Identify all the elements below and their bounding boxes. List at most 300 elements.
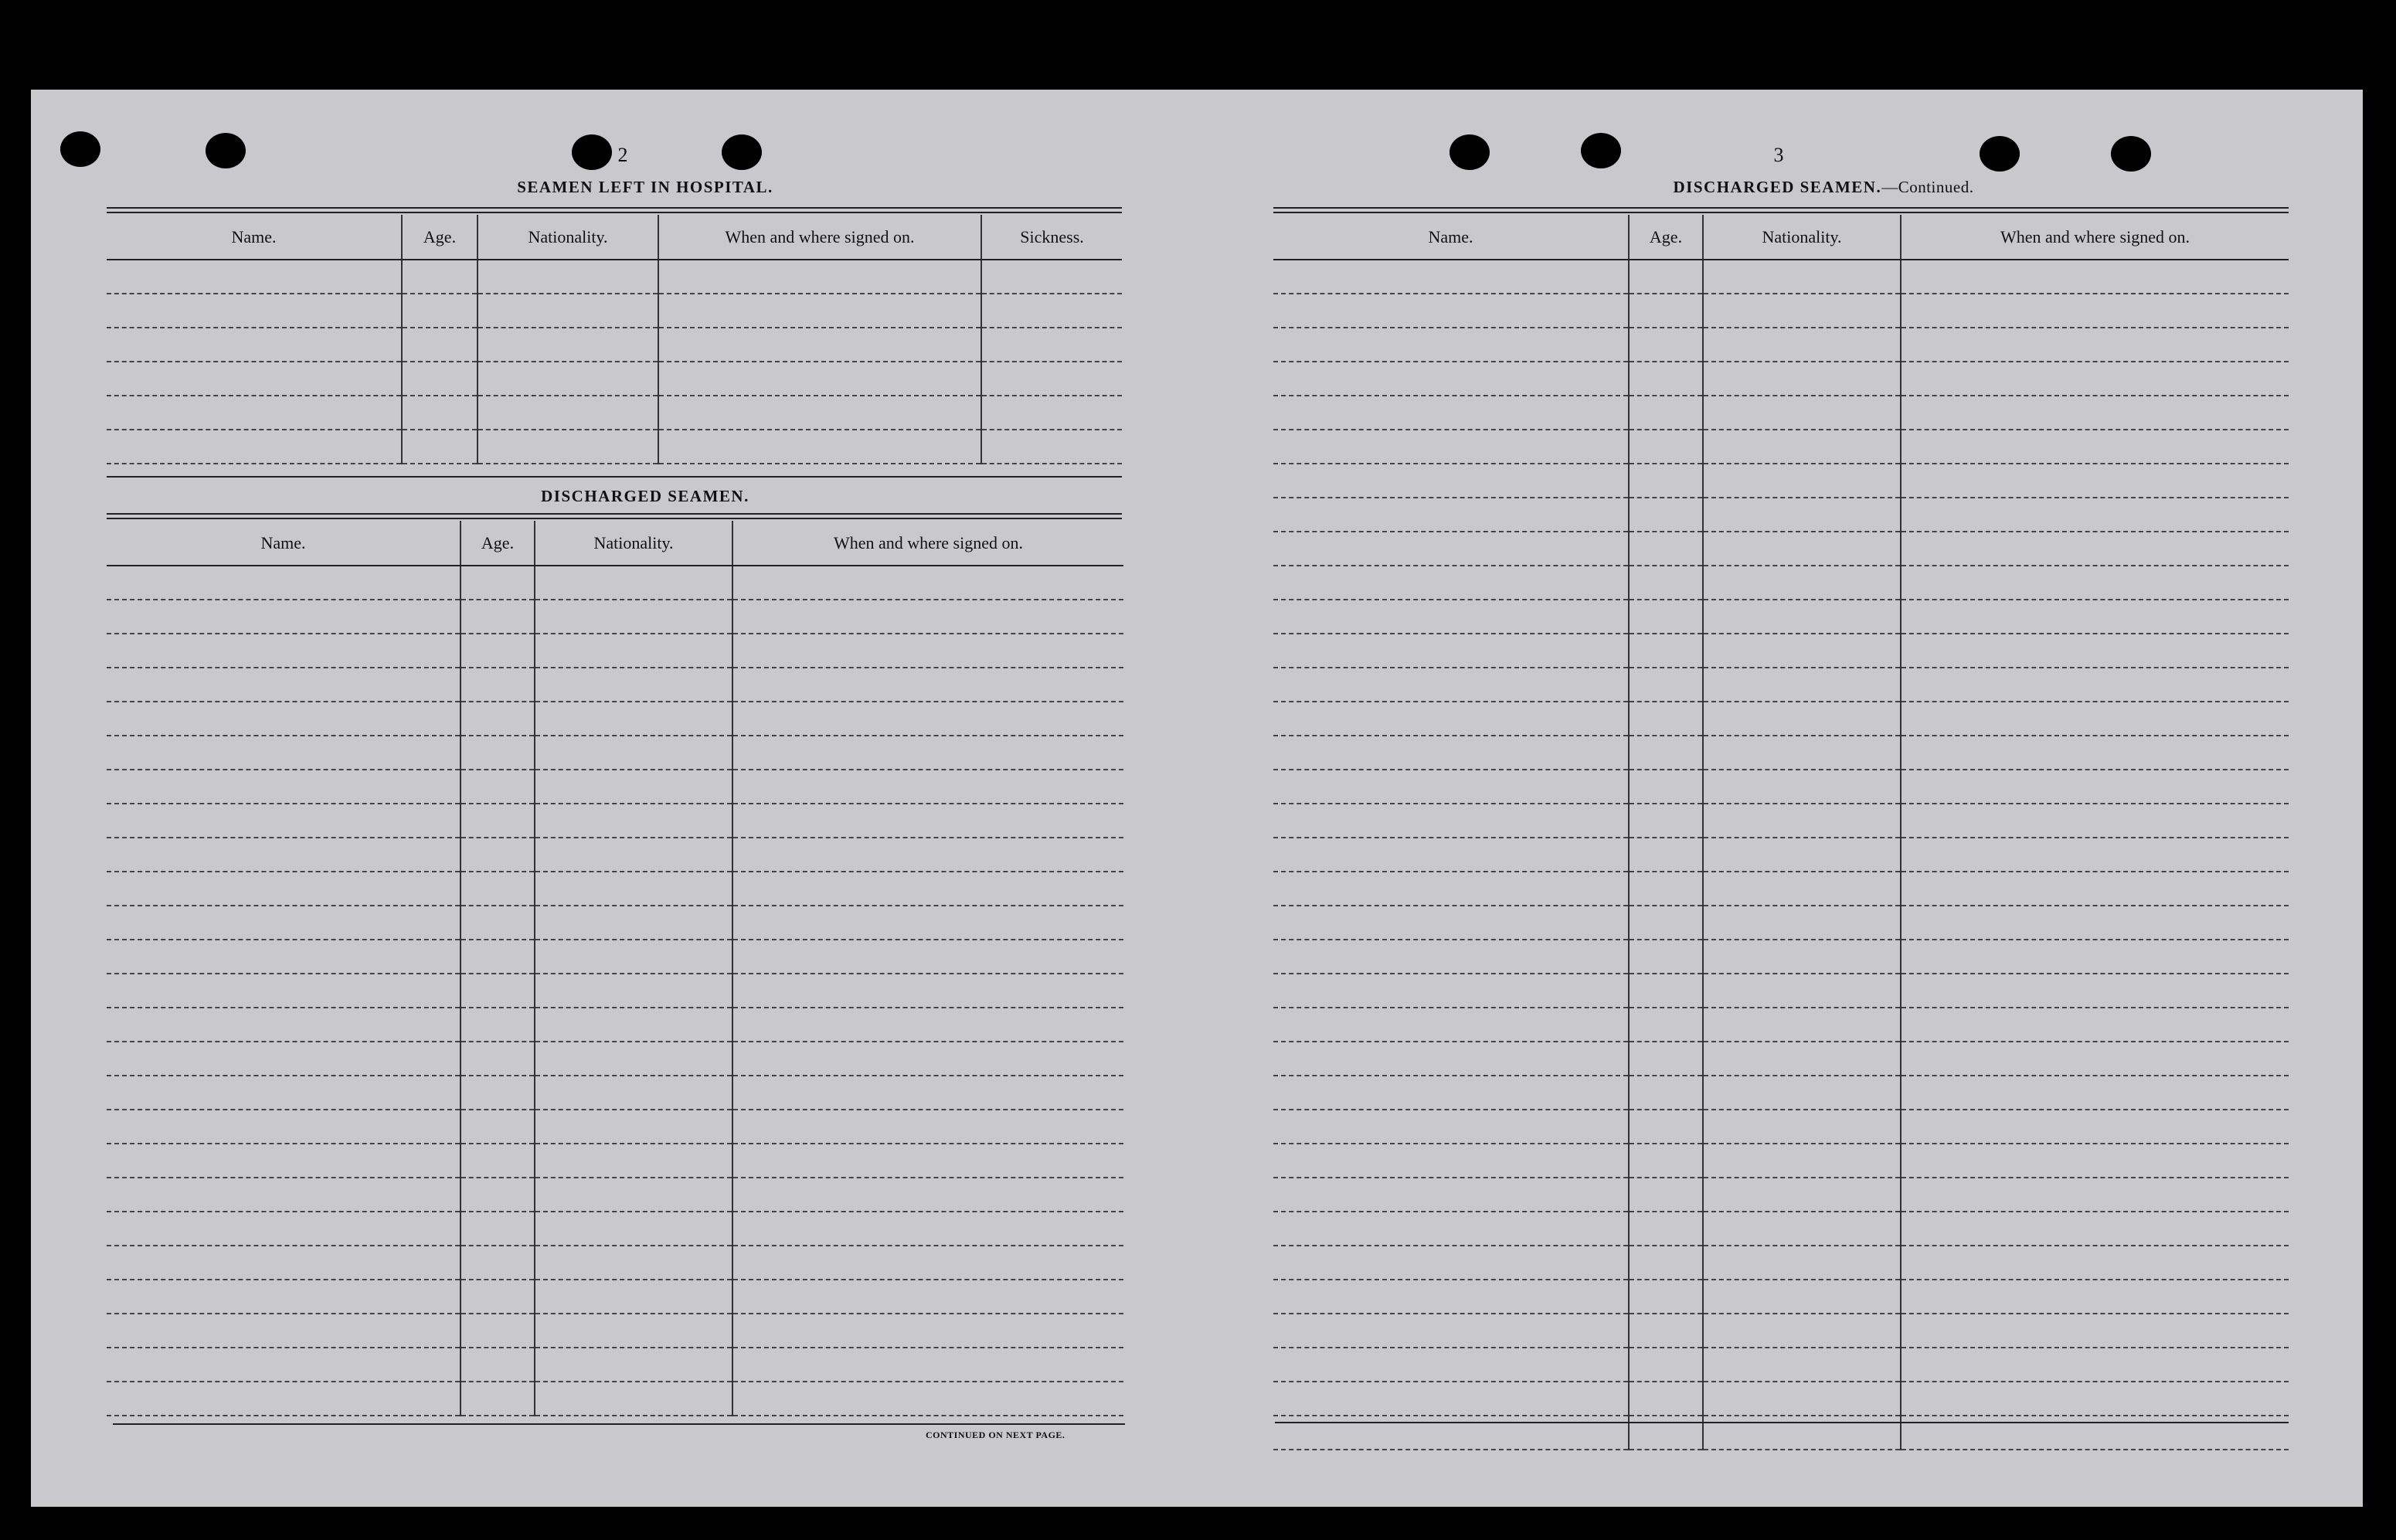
blank-entry-cell bbox=[461, 974, 535, 1008]
blank-entry-cell bbox=[1703, 430, 1901, 464]
blank-entry-cell bbox=[461, 838, 535, 872]
blank-entry-cell bbox=[535, 838, 732, 872]
table-row bbox=[1273, 1382, 2289, 1416]
right-bottom-rule bbox=[1275, 1422, 2289, 1423]
blank-entry-cell bbox=[1703, 362, 1901, 396]
blank-entry-cell bbox=[107, 1144, 461, 1178]
blank-entry-cell bbox=[1901, 600, 2289, 634]
blank-entry-cell bbox=[1273, 1212, 1629, 1246]
blank-entry-cell bbox=[535, 1382, 732, 1416]
blank-entry-cell bbox=[1629, 1178, 1703, 1212]
blank-entry-cell bbox=[107, 1348, 461, 1382]
blank-entry-cell bbox=[461, 736, 535, 770]
blank-entry-cell bbox=[1629, 532, 1703, 566]
left-bottom-rule bbox=[113, 1423, 1125, 1425]
table-row bbox=[107, 838, 1123, 872]
blank-entry-cell bbox=[1901, 1076, 2289, 1110]
blank-entry-cell bbox=[1703, 634, 1901, 668]
blank-entry-cell bbox=[1703, 838, 1901, 872]
blank-entry-cell bbox=[732, 974, 1123, 1008]
blank-entry-cell bbox=[107, 906, 461, 940]
blank-entry-cell bbox=[981, 328, 1122, 362]
blank-entry-cell bbox=[1629, 634, 1703, 668]
blank-entry-cell bbox=[1629, 294, 1703, 328]
blank-entry-cell bbox=[1703, 260, 1901, 294]
blank-entry-cell bbox=[1273, 736, 1629, 770]
discharged-heading: DISCHARGED SEAMEN. bbox=[541, 487, 749, 505]
right-top-rule bbox=[1273, 207, 2289, 213]
blank-entry-cell bbox=[1703, 566, 1901, 600]
blank-entry-cell bbox=[1901, 668, 2289, 702]
blank-entry-cell bbox=[1901, 260, 2289, 294]
blank-entry-cell bbox=[535, 634, 732, 668]
blank-entry-cell bbox=[535, 668, 732, 702]
blank-entry-cell bbox=[732, 634, 1123, 668]
blank-entry-cell bbox=[107, 294, 402, 328]
table-row bbox=[107, 1144, 1123, 1178]
table-row bbox=[107, 1178, 1123, 1212]
table-row bbox=[1273, 906, 2289, 940]
blank-entry-cell bbox=[732, 1280, 1123, 1314]
blank-entry-cell bbox=[732, 702, 1123, 736]
blank-entry-cell bbox=[402, 396, 478, 430]
blank-entry-cell bbox=[981, 362, 1122, 396]
blank-entry-cell bbox=[1629, 940, 1703, 974]
blank-entry-cell bbox=[1273, 362, 1629, 396]
right-heading-continued: —Continued. bbox=[1881, 178, 1974, 196]
blank-entry-cell bbox=[1273, 328, 1629, 362]
blank-entry-cell bbox=[461, 770, 535, 804]
table-row bbox=[107, 1212, 1123, 1246]
discharged-header-row bbox=[107, 521, 1123, 566]
hospital-col-signed-on: When and where signed on. bbox=[658, 215, 981, 260]
blank-entry-cell bbox=[1703, 1144, 1901, 1178]
blank-entry-cell bbox=[535, 1110, 732, 1144]
blank-entry-cell bbox=[1901, 1178, 2289, 1212]
blank-entry-cell bbox=[461, 1348, 535, 1382]
blank-entry-cell bbox=[1273, 1314, 1629, 1348]
right-heading bbox=[1568, 178, 2078, 197]
punch-hole bbox=[206, 133, 246, 168]
blank-entry-cell bbox=[1901, 328, 2289, 362]
blank-entry-cell bbox=[535, 566, 732, 600]
table-row bbox=[107, 1008, 1123, 1042]
blank-entry-cell bbox=[732, 566, 1123, 600]
right-discharged-table bbox=[1273, 215, 2289, 1450]
blank-entry-cell bbox=[1273, 940, 1629, 974]
table-row bbox=[1273, 498, 2289, 532]
blank-entry-cell bbox=[1273, 668, 1629, 702]
punch-hole bbox=[1581, 133, 1621, 168]
punch-hole bbox=[1449, 134, 1490, 170]
left-page-number: 2 bbox=[617, 144, 628, 166]
blank-entry-cell bbox=[478, 294, 658, 328]
blank-entry-cell bbox=[107, 1008, 461, 1042]
blank-entry-cell bbox=[1703, 1110, 1901, 1144]
blank-entry-cell bbox=[1273, 770, 1629, 804]
blank-entry-cell bbox=[1273, 396, 1629, 430]
blank-entry-cell bbox=[478, 328, 658, 362]
blank-entry-cell bbox=[107, 1246, 461, 1280]
blank-entry-cell bbox=[1901, 634, 2289, 668]
blank-entry-cell bbox=[1901, 1110, 2289, 1144]
blank-entry-cell bbox=[1629, 1416, 1703, 1450]
table-row bbox=[107, 566, 1123, 600]
blank-entry-cell bbox=[732, 1144, 1123, 1178]
blank-entry-cell bbox=[461, 1076, 535, 1110]
discharged-col-signed-on: When and where signed on. bbox=[732, 521, 1123, 566]
blank-entry-cell bbox=[1273, 1178, 1629, 1212]
blank-entry-cell bbox=[1629, 668, 1703, 702]
blank-entry-cell bbox=[1273, 464, 1629, 498]
blank-entry-cell bbox=[732, 804, 1123, 838]
blank-entry-cell bbox=[535, 1314, 732, 1348]
blank-entry-cell bbox=[732, 838, 1123, 872]
blank-entry-cell bbox=[1273, 1382, 1629, 1416]
blank-entry-cell bbox=[1629, 1110, 1703, 1144]
blank-entry-cell bbox=[1629, 1314, 1703, 1348]
blank-entry-cell bbox=[732, 1110, 1123, 1144]
table-row bbox=[1273, 634, 2289, 668]
blank-entry-cell bbox=[107, 1212, 461, 1246]
right-col-nationality: Nationality. bbox=[1703, 215, 1901, 260]
table-row bbox=[1273, 1416, 2289, 1450]
table-row bbox=[1273, 362, 2289, 396]
table-row bbox=[107, 1314, 1123, 1348]
blank-entry-cell bbox=[461, 1246, 535, 1280]
blank-entry-cell bbox=[1901, 1144, 2289, 1178]
hospital-col-age: Age. bbox=[402, 215, 478, 260]
blank-entry-cell bbox=[1901, 1348, 2289, 1382]
blank-entry-cell bbox=[1703, 804, 1901, 838]
blank-entry-cell bbox=[732, 736, 1123, 770]
blank-entry-cell bbox=[1629, 974, 1703, 1008]
blank-entry-cell bbox=[1629, 1008, 1703, 1042]
blank-entry-cell bbox=[1901, 804, 2289, 838]
discharged-col-age: Age. bbox=[461, 521, 535, 566]
blank-entry-cell bbox=[732, 872, 1123, 906]
blank-entry-cell bbox=[1629, 1042, 1703, 1076]
blank-entry-cell bbox=[1703, 1348, 1901, 1382]
table-row bbox=[107, 906, 1123, 940]
table-row bbox=[107, 328, 1122, 362]
blank-entry-cell bbox=[535, 974, 732, 1008]
table-row bbox=[1273, 1076, 2289, 1110]
discharged-col-name: Name. bbox=[107, 521, 461, 566]
blank-entry-cell bbox=[402, 260, 478, 294]
blank-entry-cell bbox=[1273, 838, 1629, 872]
right-col-name: Name. bbox=[1273, 215, 1629, 260]
blank-entry-cell bbox=[1901, 872, 2289, 906]
blank-entry-cell bbox=[1273, 600, 1629, 634]
discharged-table bbox=[107, 521, 1123, 1416]
blank-entry-cell bbox=[1273, 1042, 1629, 1076]
table-row bbox=[107, 668, 1123, 702]
blank-entry-cell bbox=[478, 362, 658, 396]
blank-entry-cell bbox=[1273, 804, 1629, 838]
table-row bbox=[1273, 260, 2289, 294]
table-row bbox=[1273, 1246, 2289, 1280]
hospital-bottom-rule bbox=[107, 476, 1122, 478]
blank-entry-cell bbox=[1629, 702, 1703, 736]
blank-entry-cell bbox=[107, 668, 461, 702]
blank-entry-cell bbox=[1901, 1008, 2289, 1042]
table-row bbox=[1273, 1110, 2289, 1144]
blank-entry-cell bbox=[1273, 702, 1629, 736]
blank-entry-cell bbox=[658, 260, 981, 294]
table-row bbox=[1273, 464, 2289, 498]
blank-entry-cell bbox=[732, 600, 1123, 634]
blank-entry-cell bbox=[1273, 906, 1629, 940]
blank-entry-cell bbox=[1703, 906, 1901, 940]
table-row bbox=[107, 260, 1122, 294]
blank-entry-cell bbox=[1629, 1076, 1703, 1110]
blank-entry-cell bbox=[981, 260, 1122, 294]
hospital-col-sickness: Sickness. bbox=[981, 215, 1122, 260]
blank-entry-cell bbox=[107, 362, 402, 396]
table-row bbox=[107, 770, 1123, 804]
table-row bbox=[107, 600, 1123, 634]
blank-entry-cell bbox=[1629, 1348, 1703, 1382]
discharged-top-rule bbox=[107, 513, 1122, 519]
hospital-col-name: Name. bbox=[107, 215, 402, 260]
blank-entry-cell bbox=[1273, 498, 1629, 532]
table-row bbox=[1273, 396, 2289, 430]
blank-entry-cell bbox=[402, 328, 478, 362]
blank-entry-cell bbox=[461, 1008, 535, 1042]
blank-entry-cell bbox=[1703, 328, 1901, 362]
blank-entry-cell bbox=[1703, 1076, 1901, 1110]
blank-entry-cell bbox=[1629, 1382, 1703, 1416]
blank-entry-cell bbox=[478, 396, 658, 430]
right-page-number: 3 bbox=[1773, 144, 1784, 166]
blank-entry-cell bbox=[658, 396, 981, 430]
table-row bbox=[1273, 872, 2289, 906]
blank-entry-cell bbox=[461, 1042, 535, 1076]
blank-entry-cell bbox=[535, 1042, 732, 1076]
blank-entry-cell bbox=[732, 1314, 1123, 1348]
hospital-col-nationality: Nationality. bbox=[478, 215, 658, 260]
table-row bbox=[1273, 600, 2289, 634]
blank-entry-cell bbox=[732, 1076, 1123, 1110]
blank-entry-cell bbox=[535, 1246, 732, 1280]
blank-entry-cell bbox=[461, 1280, 535, 1314]
table-row bbox=[1273, 940, 2289, 974]
table-row bbox=[1273, 1144, 2289, 1178]
table-row bbox=[107, 1280, 1123, 1314]
blank-entry-cell bbox=[1901, 736, 2289, 770]
blank-entry-cell bbox=[1629, 328, 1703, 362]
blank-entry-cell bbox=[1629, 566, 1703, 600]
blank-entry-cell bbox=[1901, 1382, 2289, 1416]
blank-entry-cell bbox=[1273, 974, 1629, 1008]
continued-note: CONTINUED ON NEXT PAGE. bbox=[926, 1430, 1065, 1440]
blank-entry-cell bbox=[658, 328, 981, 362]
right-heading-title: DISCHARGED SEAMEN. bbox=[1673, 178, 1882, 196]
table-row bbox=[1273, 1348, 2289, 1382]
blank-entry-cell bbox=[1703, 532, 1901, 566]
hospital-heading: SEAMEN LEFT IN HOSPITAL. bbox=[517, 178, 773, 196]
hospital-table bbox=[107, 215, 1122, 464]
table-row bbox=[107, 1042, 1123, 1076]
blank-entry-cell bbox=[732, 1348, 1123, 1382]
blank-entry-cell bbox=[1629, 1280, 1703, 1314]
blank-entry-cell bbox=[1273, 1008, 1629, 1042]
blank-entry-cell bbox=[107, 634, 461, 668]
blank-entry-cell bbox=[107, 1076, 461, 1110]
blank-entry-cell bbox=[1273, 1280, 1629, 1314]
blank-entry-cell bbox=[1901, 1212, 2289, 1246]
blank-entry-cell bbox=[107, 1110, 461, 1144]
blank-entry-cell bbox=[1901, 906, 2289, 940]
table-row bbox=[1273, 1008, 2289, 1042]
blank-entry-cell bbox=[535, 906, 732, 940]
blank-entry-cell bbox=[402, 362, 478, 396]
blank-entry-cell bbox=[461, 804, 535, 838]
table-row bbox=[107, 804, 1123, 838]
table-row bbox=[1273, 1042, 2289, 1076]
blank-entry-cell bbox=[1273, 1246, 1629, 1280]
table-row bbox=[1273, 294, 2289, 328]
blank-entry-cell bbox=[461, 940, 535, 974]
blank-entry-cell bbox=[1901, 940, 2289, 974]
blank-entry-cell bbox=[1629, 396, 1703, 430]
punch-hole bbox=[1980, 136, 2020, 172]
blank-entry-cell bbox=[107, 1382, 461, 1416]
blank-entry-cell bbox=[1273, 1348, 1629, 1382]
blank-entry-cell bbox=[1629, 804, 1703, 838]
blank-entry-cell bbox=[1703, 940, 1901, 974]
right-col-age: Age. bbox=[1629, 215, 1703, 260]
blank-entry-cell bbox=[1703, 1416, 1901, 1450]
discharged-col-nationality: Nationality. bbox=[535, 521, 732, 566]
blank-entry-cell bbox=[1629, 1144, 1703, 1178]
table-row bbox=[107, 974, 1123, 1008]
table-row bbox=[1273, 1178, 2289, 1212]
table-row bbox=[107, 736, 1123, 770]
blank-entry-cell bbox=[1629, 1246, 1703, 1280]
table-row bbox=[1273, 566, 2289, 600]
blank-entry-cell bbox=[107, 566, 461, 600]
blank-entry-cell bbox=[732, 1246, 1123, 1280]
blank-entry-cell bbox=[107, 396, 402, 430]
blank-entry-cell bbox=[1273, 1076, 1629, 1110]
blank-entry-cell bbox=[1273, 1416, 1629, 1450]
blank-entry-cell bbox=[1901, 498, 2289, 532]
blank-entry-cell bbox=[461, 1212, 535, 1246]
blank-entry-cell bbox=[107, 260, 402, 294]
blank-entry-cell bbox=[107, 1178, 461, 1212]
blank-entry-cell bbox=[535, 770, 732, 804]
blank-entry-cell bbox=[1703, 600, 1901, 634]
blank-entry-cell bbox=[107, 940, 461, 974]
blank-entry-cell bbox=[658, 430, 981, 464]
blank-entry-cell bbox=[1273, 294, 1629, 328]
document-sheet bbox=[31, 90, 2363, 1507]
blank-entry-cell bbox=[461, 1382, 535, 1416]
blank-entry-cell bbox=[1703, 1382, 1901, 1416]
blank-entry-cell bbox=[461, 634, 535, 668]
blank-entry-cell bbox=[107, 1280, 461, 1314]
blank-entry-cell bbox=[1273, 260, 1629, 294]
table-row bbox=[107, 294, 1122, 328]
blank-entry-cell bbox=[107, 770, 461, 804]
blank-entry-cell bbox=[1901, 1246, 2289, 1280]
table-row bbox=[1273, 804, 2289, 838]
table-row bbox=[1273, 974, 2289, 1008]
blank-entry-cell bbox=[535, 1348, 732, 1382]
table-row bbox=[1273, 1314, 2289, 1348]
blank-entry-cell bbox=[1703, 1178, 1901, 1212]
table-row bbox=[1273, 1212, 2289, 1246]
blank-entry-cell bbox=[107, 736, 461, 770]
blank-entry-cell bbox=[1703, 396, 1901, 430]
blank-entry-cell bbox=[1901, 974, 2289, 1008]
blank-entry-cell bbox=[107, 328, 402, 362]
blank-entry-cell bbox=[1901, 702, 2289, 736]
hospital-header-row bbox=[107, 215, 1122, 260]
blank-entry-cell bbox=[535, 600, 732, 634]
blank-entry-cell bbox=[461, 600, 535, 634]
blank-entry-cell bbox=[461, 1110, 535, 1144]
blank-entry-cell bbox=[402, 294, 478, 328]
blank-entry-cell bbox=[1273, 566, 1629, 600]
blank-entry-cell bbox=[658, 362, 981, 396]
table-row bbox=[107, 1076, 1123, 1110]
blank-entry-cell bbox=[1703, 974, 1901, 1008]
blank-entry-cell bbox=[1703, 1314, 1901, 1348]
blank-entry-cell bbox=[461, 1178, 535, 1212]
blank-entry-cell bbox=[1901, 566, 2289, 600]
blank-entry-cell bbox=[1273, 532, 1629, 566]
hospital-top-rule bbox=[107, 207, 1122, 213]
blank-entry-cell bbox=[1273, 1110, 1629, 1144]
punch-hole bbox=[60, 131, 100, 167]
blank-entry-cell bbox=[535, 1076, 732, 1110]
blank-entry-cell bbox=[1901, 532, 2289, 566]
blank-entry-cell bbox=[1703, 736, 1901, 770]
blank-entry-cell bbox=[107, 1042, 461, 1076]
blank-entry-cell bbox=[461, 1314, 535, 1348]
blank-entry-cell bbox=[1901, 362, 2289, 396]
blank-entry-cell bbox=[1703, 1212, 1901, 1246]
blank-entry-cell bbox=[981, 396, 1122, 430]
blank-entry-cell bbox=[1629, 1212, 1703, 1246]
blank-entry-cell bbox=[461, 668, 535, 702]
table-row bbox=[107, 634, 1123, 668]
blank-entry-cell bbox=[107, 872, 461, 906]
blank-entry-cell bbox=[107, 804, 461, 838]
table-row bbox=[107, 872, 1123, 906]
blank-entry-cell bbox=[732, 1212, 1123, 1246]
blank-entry-cell bbox=[107, 600, 461, 634]
blank-entry-cell bbox=[1629, 872, 1703, 906]
blank-entry-cell bbox=[461, 566, 535, 600]
blank-entry-cell bbox=[1703, 770, 1901, 804]
blank-entry-cell bbox=[107, 974, 461, 1008]
blank-entry-cell bbox=[107, 430, 402, 464]
punch-hole bbox=[2111, 136, 2151, 172]
blank-entry-cell bbox=[461, 872, 535, 906]
blank-entry-cell bbox=[732, 668, 1123, 702]
blank-entry-cell bbox=[1901, 838, 2289, 872]
blank-entry-cell bbox=[1703, 294, 1901, 328]
blank-entry-cell bbox=[1901, 430, 2289, 464]
blank-entry-cell bbox=[1629, 736, 1703, 770]
blank-entry-cell bbox=[1629, 260, 1703, 294]
blank-entry-cell bbox=[732, 1382, 1123, 1416]
blank-entry-cell bbox=[1629, 430, 1703, 464]
